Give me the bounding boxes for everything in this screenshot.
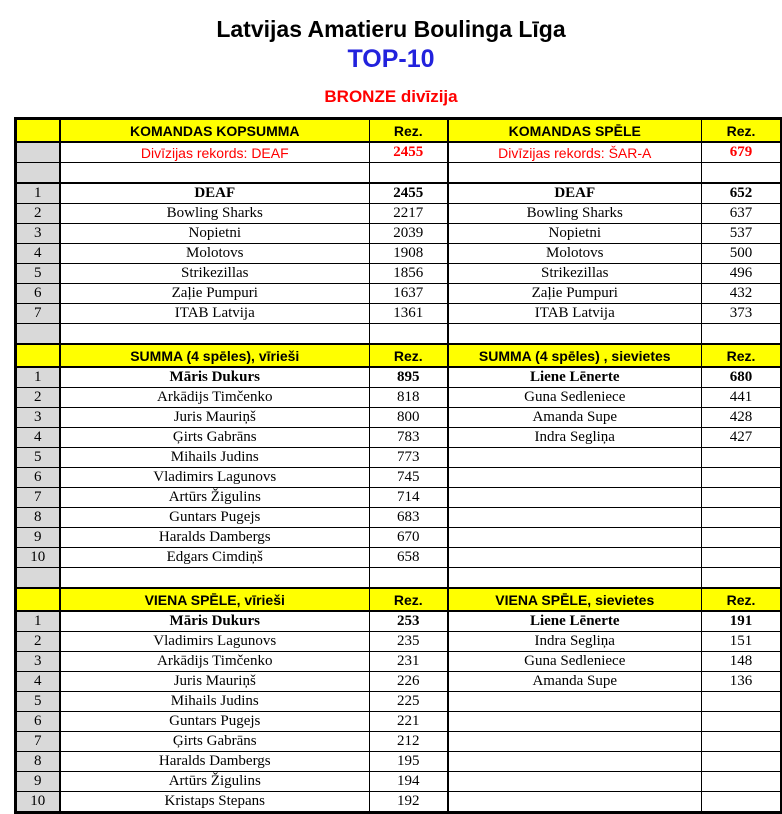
score-cell: 136	[702, 672, 782, 692]
rank-cell: 1	[16, 183, 60, 204]
name-cell	[448, 488, 702, 508]
player-row	[16, 672, 782, 692]
name-cell	[448, 792, 702, 813]
rank-cell: 9	[16, 772, 60, 792]
score-cell	[702, 568, 782, 589]
team-row	[16, 264, 782, 284]
name-cell: Zaļie Pumpuri	[448, 284, 702, 304]
score-cell	[702, 548, 782, 568]
rank-cell	[16, 163, 60, 184]
section-header-row	[16, 119, 782, 143]
record-row	[16, 142, 782, 163]
score-cell: 1361	[370, 304, 448, 324]
name-cell: ITAB Latvija	[448, 304, 702, 324]
name-cell	[448, 712, 702, 732]
name-cell: Ģirts Gabrāns	[60, 732, 370, 752]
name-cell: Kristaps Stepans	[60, 792, 370, 813]
score-cell: 2455	[370, 183, 448, 204]
team-row	[16, 304, 782, 324]
score-cell: 151	[702, 632, 782, 652]
rank-cell: 5	[16, 448, 60, 468]
name-cell: Bowling Sharks	[60, 204, 370, 224]
name-cell	[448, 692, 702, 712]
section-header-cell: KOMANDAS KOPSUMMA	[60, 119, 370, 143]
name-cell: Amanda Supe	[448, 672, 702, 692]
rank-cell: 2	[16, 388, 60, 408]
score-cell	[702, 752, 782, 772]
section-header-row	[16, 588, 782, 611]
score-cell: 670	[370, 528, 448, 548]
score-cell: 226	[370, 672, 448, 692]
separator-row	[16, 568, 782, 589]
name-cell	[448, 448, 702, 468]
score-cell: 783	[370, 428, 448, 448]
rank-cell: 6	[16, 712, 60, 732]
score-cell: 683	[370, 508, 448, 528]
score-cell: 373	[702, 304, 782, 324]
score-cell: 148	[702, 652, 782, 672]
name-cell: Guna Sedleniece	[448, 652, 702, 672]
player-row	[16, 448, 782, 468]
record-value-cell: 2455	[370, 142, 448, 163]
name-cell: Zaļie Pumpuri	[60, 284, 370, 304]
name-cell: Nopietni	[60, 224, 370, 244]
score-cell: 441	[702, 388, 782, 408]
name-cell: Liene Lēnerte	[448, 611, 702, 632]
player-row	[16, 367, 782, 388]
section-header-cell: SUMMA (4 spēles) , sievietes	[448, 344, 702, 367]
score-cell: 652	[702, 183, 782, 204]
rank-header-cell	[16, 588, 60, 611]
score-cell	[702, 163, 782, 184]
rez-header-cell: Rez.	[702, 119, 782, 143]
player-row	[16, 408, 782, 428]
name-cell	[60, 163, 370, 184]
player-row	[16, 528, 782, 548]
rank-cell: 3	[16, 652, 60, 672]
record-label-cell: Divīzijas rekords: ŠAR-A	[448, 142, 702, 163]
score-cell: 221	[370, 712, 448, 732]
player-row	[16, 732, 782, 752]
score-cell	[702, 772, 782, 792]
rank-header-cell	[16, 344, 60, 367]
player-row	[16, 388, 782, 408]
rez-header-cell: Rez.	[702, 588, 782, 611]
player-row	[16, 712, 782, 732]
page-subtitle: TOP-10	[347, 45, 435, 73]
title-block	[0, 0, 782, 106]
name-cell	[448, 752, 702, 772]
score-cell	[702, 732, 782, 752]
name-cell	[448, 324, 702, 345]
rank-cell: 6	[16, 468, 60, 488]
name-cell: Haralds Dambergs	[60, 528, 370, 548]
team-row	[16, 284, 782, 304]
score-cell: 192	[370, 792, 448, 813]
score-cell: 225	[370, 692, 448, 712]
score-cell: 1637	[370, 284, 448, 304]
score-cell: 194	[370, 772, 448, 792]
rank-cell: 5	[16, 692, 60, 712]
rank-cell: 8	[16, 508, 60, 528]
score-cell: 745	[370, 468, 448, 488]
rank-cell: 2	[16, 204, 60, 224]
score-cell: 800	[370, 408, 448, 428]
score-cell: 818	[370, 388, 448, 408]
score-cell: 432	[702, 284, 782, 304]
rank-cell: 6	[16, 284, 60, 304]
score-cell	[370, 324, 448, 345]
separator-row	[16, 324, 782, 345]
name-cell	[448, 163, 702, 184]
score-cell: 212	[370, 732, 448, 752]
rank-header-cell	[16, 119, 60, 143]
section-header-cell: KOMANDAS SPĒLE	[448, 119, 702, 143]
name-cell: Bowling Sharks	[448, 204, 702, 224]
name-cell: Molotovs	[60, 244, 370, 264]
score-cell: 2039	[370, 224, 448, 244]
score-cell: 428	[702, 408, 782, 428]
record-label-cell: Divīzijas rekords: DEAF	[60, 142, 370, 163]
name-cell	[448, 548, 702, 568]
rank-cell	[16, 324, 60, 345]
rank-cell	[16, 142, 60, 163]
score-cell	[702, 448, 782, 468]
player-row	[16, 428, 782, 448]
name-cell: Vladimirs Lagunovs	[60, 632, 370, 652]
name-cell: Indra Segliņa	[448, 632, 702, 652]
rank-cell: 5	[16, 264, 60, 284]
score-cell: 637	[702, 204, 782, 224]
name-cell	[60, 324, 370, 345]
score-cell: 537	[702, 224, 782, 244]
name-cell: Nopietni	[448, 224, 702, 244]
name-cell: Vladimirs Lagunovs	[60, 468, 370, 488]
name-cell: DEAF	[448, 183, 702, 204]
team-row	[16, 244, 782, 264]
rank-cell: 4	[16, 244, 60, 264]
section-header-cell: VIENA SPĒLE, vīrieši	[60, 588, 370, 611]
rez-header-cell: Rez.	[702, 344, 782, 367]
name-cell: DEAF	[60, 183, 370, 204]
standings-table	[14, 117, 782, 814]
name-cell: Juris Mauriņš	[60, 672, 370, 692]
name-cell: Māris Dukurs	[60, 367, 370, 388]
name-cell: Mihails Judins	[60, 448, 370, 468]
name-cell: Strikezillas	[60, 264, 370, 284]
score-cell	[702, 792, 782, 813]
player-row	[16, 772, 782, 792]
rank-cell: 10	[16, 792, 60, 813]
name-cell: Edgars Cimdiņš	[60, 548, 370, 568]
score-cell: 500	[702, 244, 782, 264]
rez-header-cell: Rez.	[370, 119, 448, 143]
name-cell: Māris Dukurs	[60, 611, 370, 632]
score-cell	[702, 508, 782, 528]
rank-cell	[16, 568, 60, 589]
name-cell: Guna Sedleniece	[448, 388, 702, 408]
name-cell	[448, 468, 702, 488]
score-cell: 427	[702, 428, 782, 448]
rez-header-cell: Rez.	[370, 344, 448, 367]
name-cell	[448, 732, 702, 752]
rank-cell: 2	[16, 632, 60, 652]
rank-cell: 3	[16, 408, 60, 428]
rank-cell: 9	[16, 528, 60, 548]
name-cell: Ģirts Gabrāns	[60, 428, 370, 448]
rank-cell: 7	[16, 304, 60, 324]
score-cell	[702, 528, 782, 548]
rank-cell: 3	[16, 224, 60, 244]
score-cell: 195	[370, 752, 448, 772]
record-value-cell: 679	[702, 142, 782, 163]
score-cell	[702, 468, 782, 488]
name-cell: Indra Segliņa	[448, 428, 702, 448]
score-cell	[702, 324, 782, 345]
rank-cell: 7	[16, 732, 60, 752]
score-cell	[370, 568, 448, 589]
score-cell: 253	[370, 611, 448, 632]
player-row	[16, 548, 782, 568]
score-cell: 680	[702, 367, 782, 388]
player-row	[16, 652, 782, 672]
name-cell: Amanda Supe	[448, 408, 702, 428]
team-row	[16, 224, 782, 244]
rank-cell: 1	[16, 611, 60, 632]
name-cell: Artūrs Žigulins	[60, 488, 370, 508]
score-cell	[702, 488, 782, 508]
player-row	[16, 468, 782, 488]
name-cell: Arkādijs Timčenko	[60, 652, 370, 672]
rez-header-cell: Rez.	[370, 588, 448, 611]
name-cell: Arkādijs Timčenko	[60, 388, 370, 408]
page-title: Latvijas Amatieru Boulinga Līga	[216, 16, 566, 42]
player-row	[16, 792, 782, 813]
name-cell	[60, 568, 370, 589]
division-title: BRONZE divīzija	[324, 87, 458, 106]
section-header-row	[16, 344, 782, 367]
name-cell	[448, 508, 702, 528]
name-cell: Haralds Dambergs	[60, 752, 370, 772]
section-header-cell: VIENA SPĒLE, sievietes	[448, 588, 702, 611]
name-cell: Molotovs	[448, 244, 702, 264]
rank-cell: 10	[16, 548, 60, 568]
name-cell: Artūrs Žigulins	[60, 772, 370, 792]
score-cell: 235	[370, 632, 448, 652]
name-cell: Guntars Pugejs	[60, 508, 370, 528]
score-cell: 1856	[370, 264, 448, 284]
player-row	[16, 692, 782, 712]
name-cell: ITAB Latvija	[60, 304, 370, 324]
rank-cell: 4	[16, 428, 60, 448]
empty-row	[16, 163, 782, 184]
rank-cell: 4	[16, 672, 60, 692]
score-cell: 1908	[370, 244, 448, 264]
player-row	[16, 508, 782, 528]
name-cell: Strikezillas	[448, 264, 702, 284]
player-row	[16, 632, 782, 652]
name-cell: Liene Lēnerte	[448, 367, 702, 388]
rank-cell: 1	[16, 367, 60, 388]
name-cell: Juris Mauriņš	[60, 408, 370, 428]
score-cell: 496	[702, 264, 782, 284]
rank-cell: 7	[16, 488, 60, 508]
score-cell: 895	[370, 367, 448, 388]
team-row	[16, 183, 782, 204]
player-row	[16, 488, 782, 508]
section-header-cell: SUMMA (4 spēles), vīrieši	[60, 344, 370, 367]
standings-table-body	[16, 119, 782, 813]
player-row	[16, 611, 782, 632]
score-cell	[702, 712, 782, 732]
score-cell: 714	[370, 488, 448, 508]
score-cell: 231	[370, 652, 448, 672]
name-cell	[448, 528, 702, 548]
rank-cell: 8	[16, 752, 60, 772]
team-row	[16, 204, 782, 224]
score-cell	[370, 163, 448, 184]
name-cell	[448, 568, 702, 589]
player-row	[16, 752, 782, 772]
score-cell: 2217	[370, 204, 448, 224]
name-cell	[448, 772, 702, 792]
name-cell: Mihails Judins	[60, 692, 370, 712]
score-cell	[702, 692, 782, 712]
score-cell: 658	[370, 548, 448, 568]
score-cell: 773	[370, 448, 448, 468]
score-cell: 191	[702, 611, 782, 632]
name-cell: Guntars Pugejs	[60, 712, 370, 732]
